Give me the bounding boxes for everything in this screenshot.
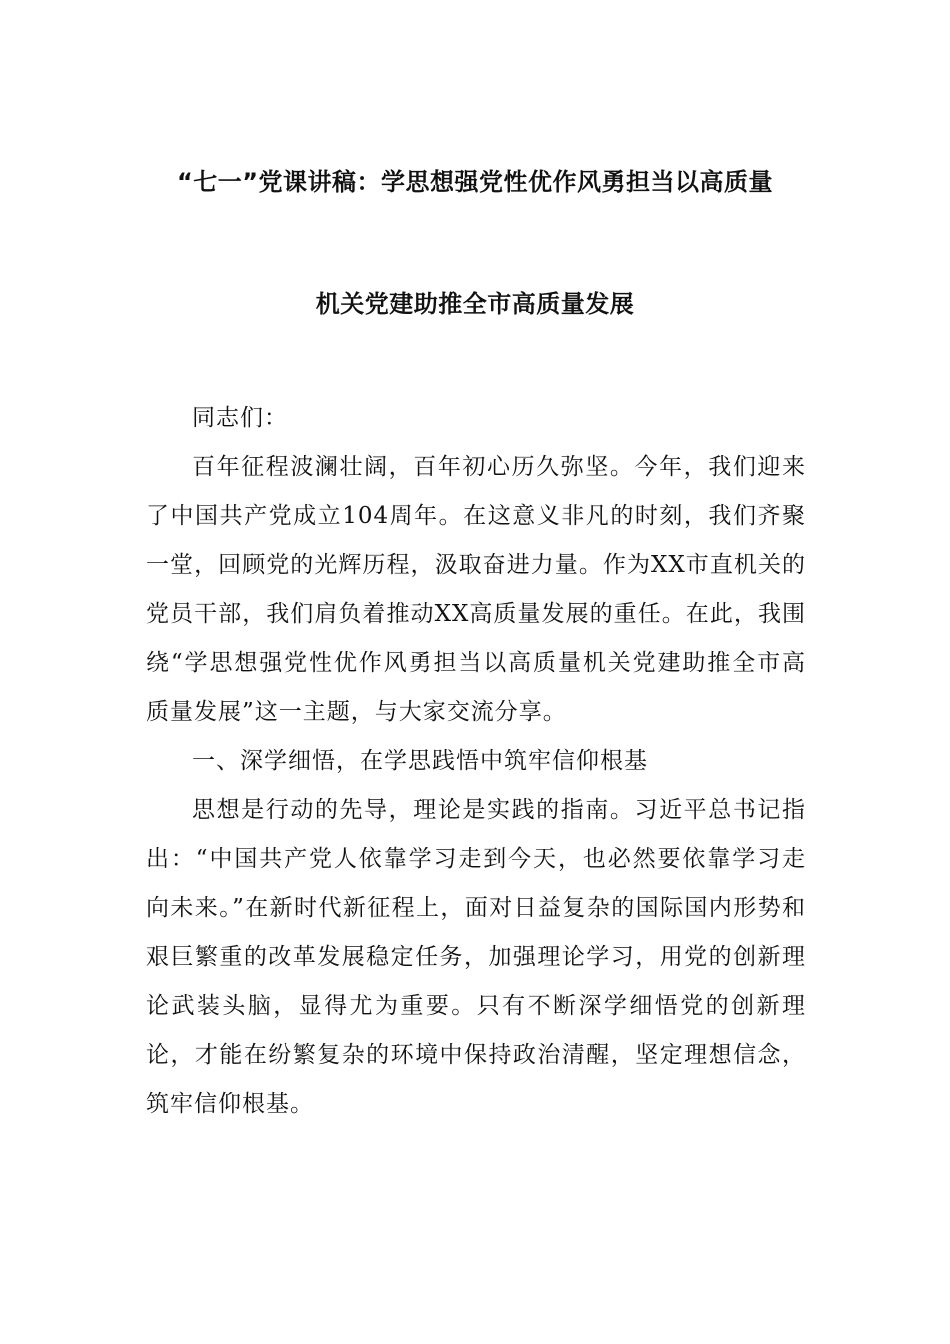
document-body — [146, 394, 806, 1129]
document-title-line-1: “七一”党课讲稿：学思想强党性优作风勇担当以高质量 — [176, 168, 774, 196]
intro-paragraph: 百年征程波澜壮阔，百年初心历久弥坚。今年，我们迎来了中国共产党成立104周年。在这意义非凡的时刻，我们齐聚一堂，回顾党的光辉历程，汲取奋进力量。作为XX市直机关的党员干部，我们肩负着推动XX高质量发展的重任。在此，我围绕“学思想强党性优作风勇担当以高质量机关党建助推全市高质量发展”这一主题，与大家交流分享。 — [146, 454, 806, 725]
salutation: 同志们： — [192, 405, 288, 431]
section-1-paragraph: 思想是行动的先导，理论是实践的指南。习近平总书记指出：“中国共产党人依靠学习走到今天，也必然要依靠学习走向未来。”在新时代新征程上，面对日益复杂的国际国内形势和艰巨繁重的改革发展稳定任务，加强理论学习，用党的创新理论武装头脑，显得尤为重要。只有不断深学细悟党的创新理论，才能在纷繁复杂的环境中保持政治清醒，坚定理想信念，筑牢信仰根基。 — [146, 797, 806, 1117]
section-1-heading: 一、深学细悟，在学思践悟中筑牢信仰根基 — [192, 748, 648, 774]
document-title-line-2: 机关党建助推全市高质量发展 — [315, 290, 635, 318]
